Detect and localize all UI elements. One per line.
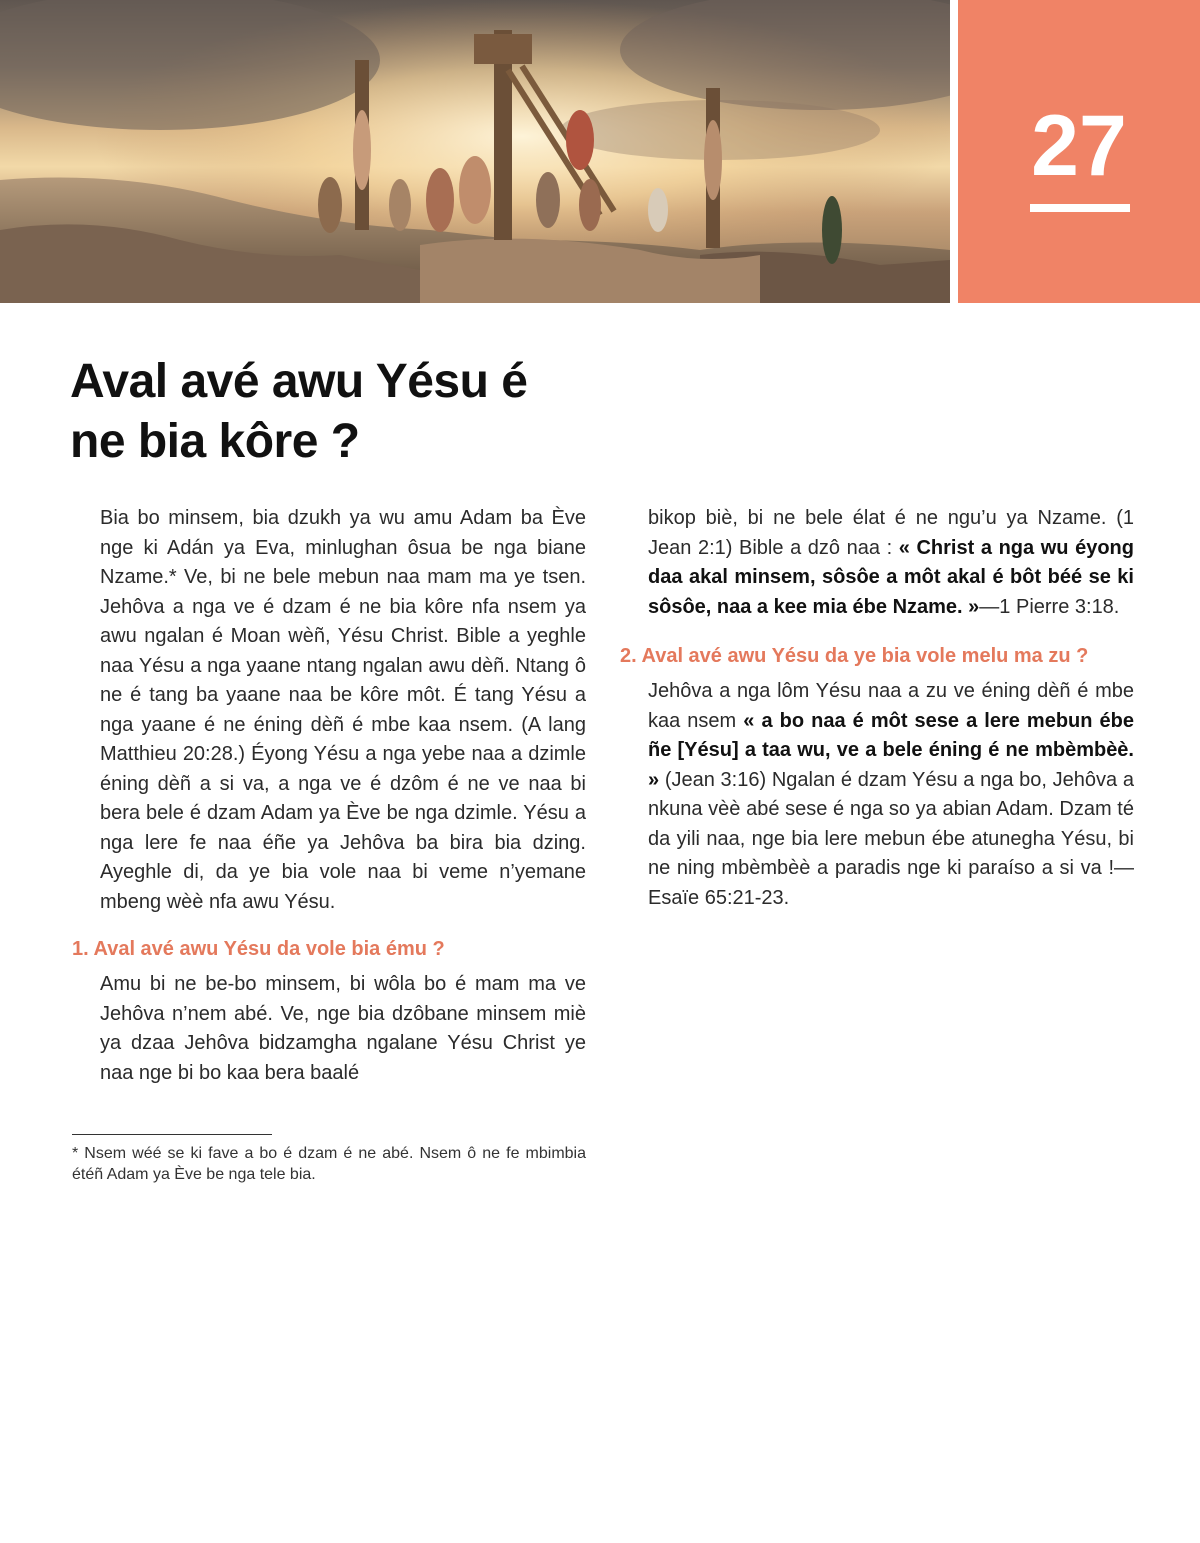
question-2-quote: « a bo naa é môt sese a lere mebun ébe ñe [Yésu] a taa wu, ve a bele éning é ne mbèmbèè. » xyxy=(648,709,1135,791)
question-2-heading: 2. Aval avé awu Yésu da ye bia vole melu ma zu ? xyxy=(620,645,1089,667)
footnote-divider xyxy=(72,1134,272,1135)
question-1-paragraph-continued xyxy=(648,504,1134,622)
left-column xyxy=(72,504,586,1088)
intro-paragraph: Bia bo minsem, bia dzukh ya wu amu Adam ba Ève nge ki Adán ya Eva, minlughan ôsua be nga biane Nzame.* Ve, bi ne bele mebun naa mam ma ye tsen. Jehôva a nga ve é dzam é ne bia kôre nfa nsem ya awu ngalan é Moan wèñ, Yésu Christ. Bible a yeghle naa Yésu a nga yaane ntang ngalan awu dèñ. Ntang ô ne é tang ba yaane naa be kôre môt. É tang Yésu a nga yaane é ne éning dèñ é mbe kaa nsem. (A lang Matthieu 20:28.) Éyong Yésu a nga yebe naa a dzimle éning dèñ a si va, a nga ve é dzôm é ne ve naa bi bera bele é dzam Adam ya Ève be nga dzimle. Yésu a nga lere fe naa éñe ya Jehôva ba bira bia dzing. Ayeghle di, da ye bia vole naa bi veme n’yemane mbeng wèè nfa awu Yésu. xyxy=(100,507,586,913)
question-1-quote: « Christ a nga wu éyong daa akal minsem, sôsôe a môt akal é bôt béé se ki sôsôe, naa a kee mia ébe Nzame. » xyxy=(648,536,1134,618)
question-1-reference: —1 Pierre 3:18. xyxy=(979,595,1120,618)
question-2-paragraph xyxy=(648,677,1134,913)
hero-image xyxy=(0,0,950,303)
chapter-badge xyxy=(958,0,1200,303)
title-line-2: ne bia kôre ? xyxy=(70,415,360,468)
title-line-1: Aval avé awu Yésu é xyxy=(70,355,528,408)
page-title xyxy=(70,352,630,472)
question-1-text-continued: bikop biè, bi ne bele élat é ne ngu’u ya Nzame. (1 Jean 2:1) Bible a dzô naa : xyxy=(648,507,1134,559)
chapter-number: 27 xyxy=(1031,98,1127,194)
question-2-text-before: Jehôva a nga lôm Yésu naa a zu ve éning dèñ é mbe kaa nsem xyxy=(648,680,1134,732)
question-1-text: Amu bi ne be-bo minsem, bi wôla bo é mam ma ve Jehôva n’nem abé. Ve, nge bia dzôbane minsem miè ya dzaa Jehôva bidzamgha ngalane Yésu Christ ye naa nge bi bo kaa bera baalé xyxy=(100,973,586,1084)
question-1-paragraph-start xyxy=(100,970,586,1088)
question-2-text-after: (Jean 3:16) Ngalan é dzam Yésu a nga bo, Jehôva a nkuna vèè abé sese é nga so ya abian Adam. Dzam té da yili naa, nge bia lere mebun ébe atunegha Yésu, bi ne ning mbèmbèè a paradis nge ki paraíso a si va !—Esaïe 65:21-23. xyxy=(648,768,1134,909)
footnote: * Nsem wéé se ki fave a bo é dzam é ne abé. Nsem ô ne fe mbimbia étéñ Adam ya Ève be nga tele bia. xyxy=(72,1145,586,1183)
chapter-underline xyxy=(1030,204,1130,212)
crucifixion-illustration xyxy=(0,0,950,303)
question-1-heading: 1. Aval avé awu Yésu da vole bia ému ? xyxy=(72,938,445,960)
right-column xyxy=(620,504,1135,913)
